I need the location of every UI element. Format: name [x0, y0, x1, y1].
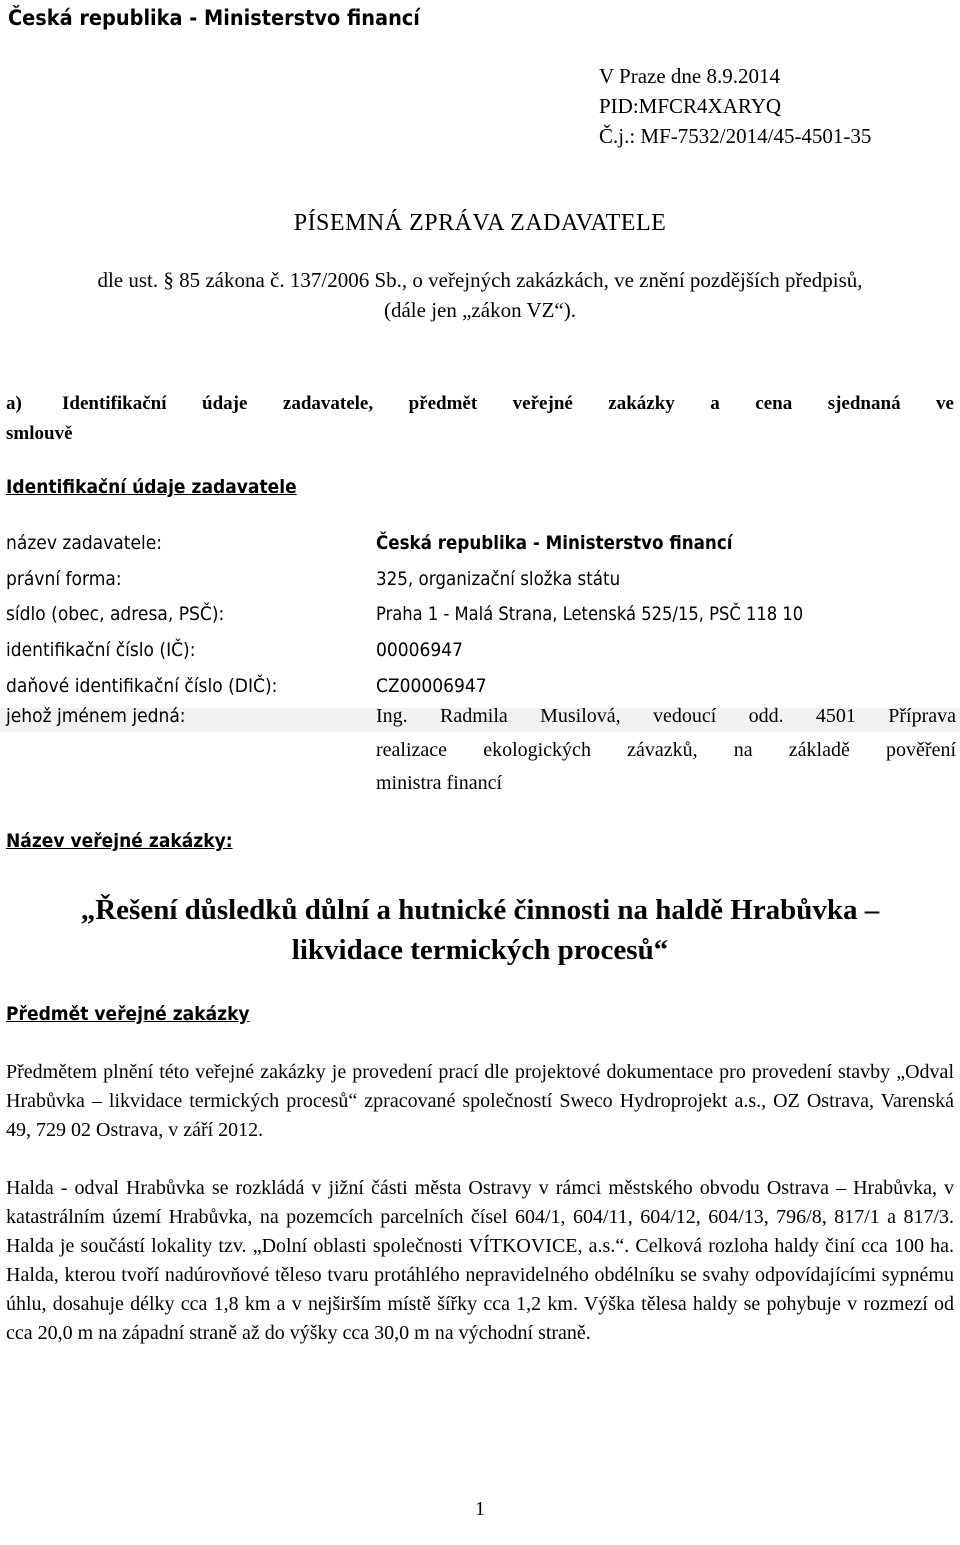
document-pid: PID:MFCR4XARYQ [599, 94, 782, 118]
document-reference: Č.j.: MF-7532/2014/45-4501-35 [599, 124, 872, 148]
contract-name-heading: Název veřejné zakázky: [6, 830, 233, 852]
section-a-heading-line-1: Identifikační údaje zadavatele, předmět veřejné zakázky a cena sjednaná ve [62, 393, 954, 414]
value-representative-line-2: realizace ekologických závazků, na základě pověření [376, 739, 956, 761]
contract-title-line-1: „Řešení důsledků důlní a hutnické činnosti na haldě Hrabůvka – [80, 894, 880, 926]
value-ico: 00006947 [376, 639, 464, 661]
page-number: 1 [475, 1498, 485, 1520]
section-a-letter: a) [6, 393, 22, 414]
value-address: Praha 1 - Malá Strana, Letenská 525/15, PSČ 118 10 [376, 603, 804, 625]
document-date: V Praze dne 8.9.2014 [599, 64, 780, 88]
label-dic: daňové identifikační číslo (DIČ): [6, 675, 278, 697]
value-legal-form: 325, organizační složka státu [376, 568, 621, 590]
contract-title-line-2: likvidace termických procesů“ [291, 934, 669, 966]
legal-basis-line-1: dle ust. § 85 zákona č. 137/2006 Sb., o veřejných zakázkách, ve znění pozdějších předpisů, [97, 268, 863, 292]
label-ico: identifikační číslo (IČ): [6, 639, 196, 661]
section-a-heading-line-2: smlouvě [6, 423, 73, 444]
subject-heading: Předmět veřejné zakázky [6, 1003, 250, 1025]
value-dic: CZ00006947 [376, 675, 487, 697]
value-name: Česká republika - Ministerstvo financí [376, 532, 733, 554]
identification-heading: Identifikační údaje zadavatele [6, 476, 297, 498]
legal-basis-line-2: (dále jen „zákon VZ“). [383, 298, 576, 322]
label-name: název zadavatele: [6, 532, 163, 554]
section-a-heading [6, 389, 954, 449]
header-ministry: Česká republika - Ministerstvo financí [8, 6, 420, 30]
subject-paragraph-1: Předmětem plnění této veřejné zakázky je provedení prací dle projektové dokumentace pro provedení stavby „Odval Hrabůvka – likvidace termických procesů“ zpracované společností Sweco Hydroprojekt a.s., OZ Ostrava, Varenská 49, 729 02 Ostrava, v září 2012. [6, 1061, 954, 1141]
value-representative-line-1: Ing. Radmila Musilová, vedoucí odd. 4501 Příprava [376, 705, 956, 727]
label-legal-form: právní forma: [6, 568, 122, 590]
label-representative: jehož jménem jedná: [6, 705, 186, 727]
label-address: sídlo (obec, adresa, PSČ): [6, 603, 225, 625]
value-representative-line-3: ministra financí [376, 772, 503, 794]
page-title: PÍSEMNÁ ZPRÁVA ZADAVATELE [293, 210, 667, 236]
subject-paragraph-2: Halda - odval Hrabůvka se rozkládá v jižní části města Ostravy v rámci městského obvodu Ostrava – Hrabůvka, v katastrálním území Hrabůvka, na pozemcích parcelních čísel 604/1, 604/11, 604/12, 604/13, 796/8, 817/1 a 817/3. Halda je součástí lokality tzv. „Dolní oblasti společnosti VÍTKOVICE, a.s.“. Celková rozloha haldy činí cca 100 ha. Halda, kterou tvoří nadúrovňové těleso tvaru protáhlého nepravidelného obdélníku se svahy odpovídajícími sypnému úhlu, dosahuje délky cca 1,8 km a v nejširším místě šířky cca 1,2 km. Výška tělesa haldy se pohybuje v rozmezí od cca 20,0 m na západní straně až do výšky cca 30,0 m na východní straně. [6, 1177, 954, 1344]
